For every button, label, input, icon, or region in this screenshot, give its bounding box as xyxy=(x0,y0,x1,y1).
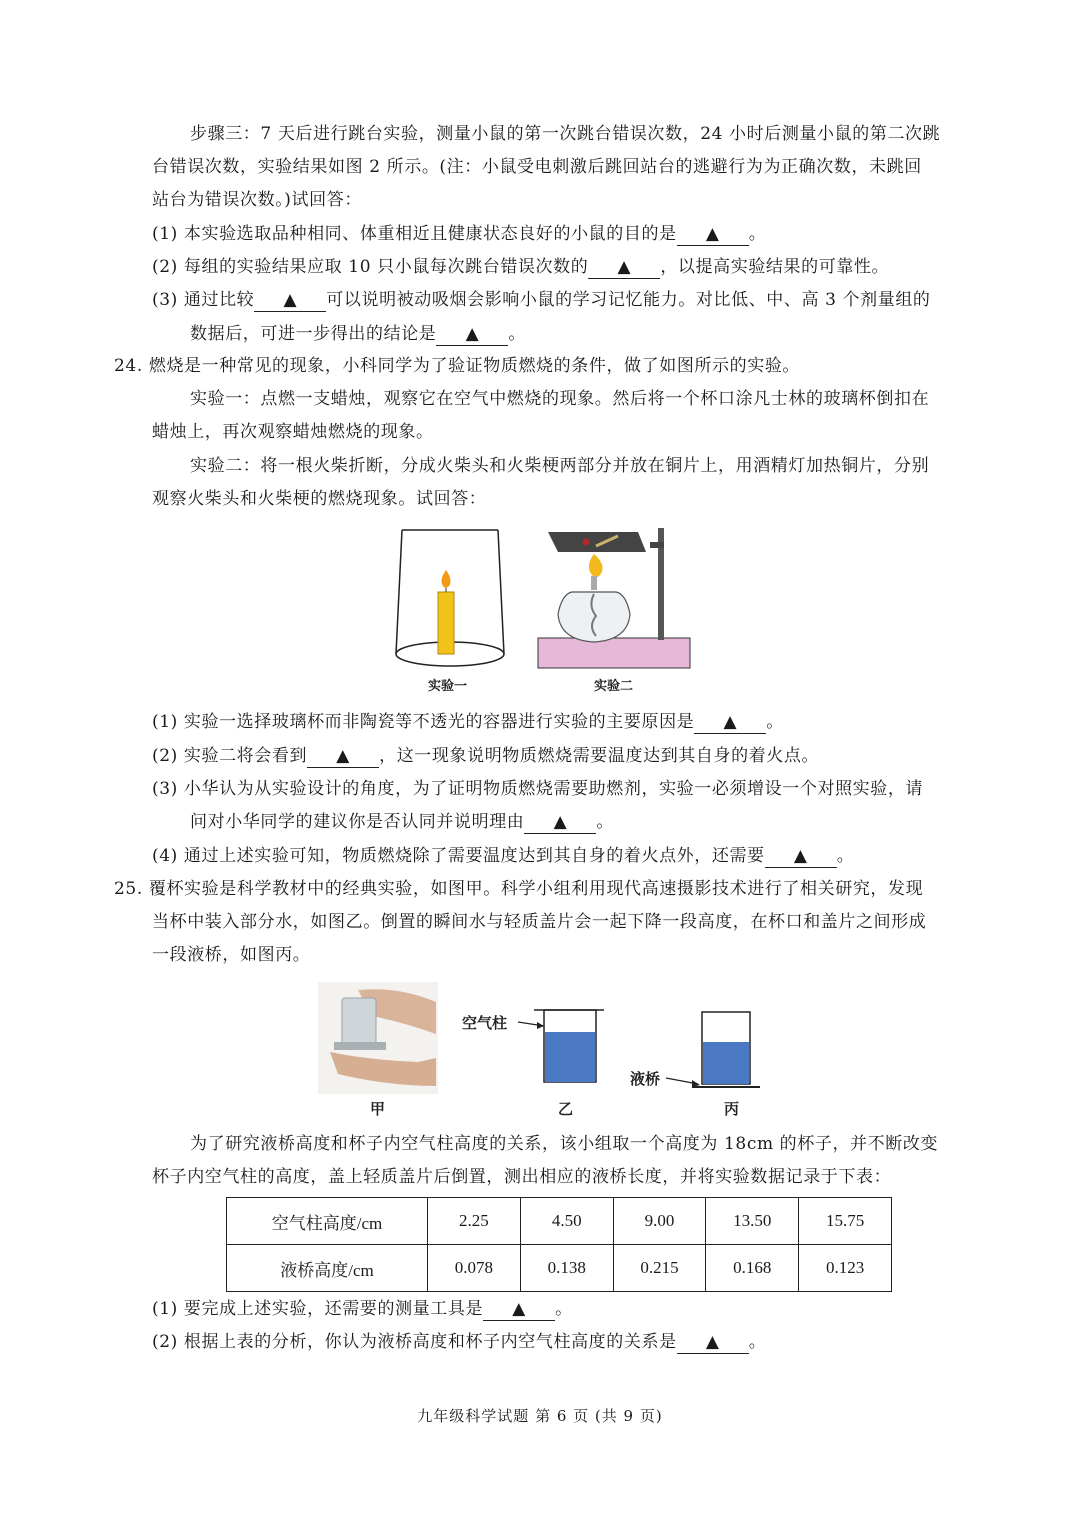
answer-blank[interactable]: ▲ xyxy=(677,223,749,246)
answer-blank[interactable]: ▲ xyxy=(694,711,766,734)
answer-blank[interactable]: ▲ xyxy=(307,745,379,768)
q25-sub1-text: (1) 要完成上述实验，还需要的测量工具是 xyxy=(152,1299,484,1319)
candle-icon xyxy=(438,570,454,654)
q25-para-line2: 杯子内空气柱的高度，盖上轻质盖片后倒置，测出相应的液桥长度，并将实验数据记录于下表： xyxy=(152,1167,892,1187)
q24-sub3-line1: (3) 小华认为从实验设计的角度，为了证明物质燃烧需要助燃剂，实验一必须增设一个对照实验，请 xyxy=(152,779,924,799)
table-cell: 2.25 xyxy=(428,1198,521,1245)
q23-sub3 xyxy=(152,284,964,317)
q24-sub2-text: (2) 实验二将会看到 xyxy=(152,746,308,766)
table-cell: 4.50 xyxy=(520,1198,613,1245)
table-cell: 0.215 xyxy=(613,1245,706,1292)
q25-sub2-end: 。 xyxy=(748,1332,767,1352)
q23-sub1 xyxy=(152,218,964,251)
caption-jia: 甲 xyxy=(370,1100,386,1118)
answer-blank[interactable]: ▲ xyxy=(765,845,837,868)
liquid-bridge-figure xyxy=(628,1008,764,1092)
answer-blank[interactable]: ▲ xyxy=(588,256,660,279)
q23-sub1-text: (1) 本实验选取品种相同、体重相近且健康状态良好的小鼠的目的是 xyxy=(152,224,677,244)
q24-sub2-end: ，这一现象说明物质燃烧需要温度达到其自身的着火点。 xyxy=(379,746,820,766)
q23-sub2-text: (2) 每组的实验结果应取 10 只小鼠每次跳台错误次数的 xyxy=(152,257,589,277)
q24-sub3-l2-text: 问对小华同学的建议你是否认同并说明理由 xyxy=(190,812,525,832)
q25-intro-line3: 一段液桥，如图丙。 xyxy=(152,945,311,965)
q25-sub2-text: (2) 根据上表的分析，你认为液桥高度和杯子内空气柱高度的关系是 xyxy=(152,1332,677,1352)
q24-exp2-line1: 实验二：将一根火柴折断，分成火柴头和火柴梗两部分并放在铜片上，用酒精灯加热铜片，分别 xyxy=(190,456,930,476)
q25-sub1 xyxy=(152,1293,964,1326)
q23-sub3-l2-end: 。 xyxy=(508,324,527,344)
alcohol-lamp-setup-icon xyxy=(538,528,690,668)
q23-sub2-end: ，以提高实验结果的可靠性。 xyxy=(660,257,890,277)
q24-sub3-line2 xyxy=(190,806,1002,839)
caption-yi: 乙 xyxy=(558,1100,574,1118)
q25-sub2 xyxy=(152,1326,964,1359)
q23-step3-line2: 台错误次数，实验结果如图 2 所示。(注：小鼠受电刺激后跳回站台的逃避行为为正确次数，未跳回 xyxy=(152,157,922,177)
page-footer: 九年级科学试题 第 6 页 (共 9 页) xyxy=(417,1407,663,1425)
data-table xyxy=(226,1197,892,1292)
liquid-bridge-label: 液桥 xyxy=(630,1070,661,1088)
q24-intro: 24. 燃烧是一种常见的现象，小科同学为了验证物质燃烧的条件，做了如图所示的实验。 xyxy=(114,356,801,376)
cup-with-air-column-figure xyxy=(460,1000,620,1090)
caption-bing: 丙 xyxy=(724,1100,740,1118)
water-fill xyxy=(545,1032,595,1082)
q24-sub1-end: 。 xyxy=(766,712,784,732)
table-cell: 15.75 xyxy=(799,1198,892,1245)
q24-exp1-line1: 实验一：点燃一支蜡烛，观察它在空气中燃烧的现象。然后将一个杯口涂凡士林的玻璃杯倒扣在 xyxy=(190,389,930,409)
q24-exp2-line2: 观察火柴头和火柴梗的燃烧现象。试回答： xyxy=(152,489,487,509)
q25-intro-line2: 当杯中装入部分水，如图乙。倒置的瞬间水与轻质盖片会一起下降一段高度，在杯口和盖片之间形成 xyxy=(152,912,927,932)
q23-sub3-mid: 可以说明被动吸烟会影响小鼠的学习记忆能力。对比低、中、高 3 个剂量组的 xyxy=(326,290,931,310)
q24-sub2 xyxy=(152,740,964,773)
q25-para-line1: 为了研究液桥高度和杯子内空气柱高度的关系，该小组取一个高度为 18cm 的杯子，并不断改变 xyxy=(190,1134,939,1154)
q24-sub1 xyxy=(152,706,964,739)
q24-sub4 xyxy=(152,840,964,873)
table-cell: 0.168 xyxy=(706,1245,799,1292)
q25-intro-line1: 25. 覆杯实验是科学教材中的经典实验，如图甲。科学小组利用现代高速摄影技术进行了相关研究，发现 xyxy=(114,879,924,899)
table-header-liquid-bridge: 液桥高度/cm xyxy=(227,1245,428,1292)
q23-sub3-l2-text: 数据后，可进一步得出的结论是 xyxy=(190,324,437,344)
fig-label-exp1: 实验一 xyxy=(428,679,468,694)
answer-blank[interactable]: ▲ xyxy=(436,323,508,346)
table-row xyxy=(227,1245,892,1292)
q24-sub4-end: 。 xyxy=(836,846,855,866)
table-cell: 0.078 xyxy=(428,1245,521,1292)
q24-sub4-text: (4) 通过上述实验可知，物质燃烧除了需要温度达到其自身的着火点外，还需要 xyxy=(152,846,765,866)
table-cell: 0.138 xyxy=(520,1245,613,1292)
q24-sub1-text: (1) 实验一选择玻璃杯而非陶瓷等不透光的容器进行实验的主要原因是 xyxy=(152,712,695,732)
q23-step3-line1: 步骤三：7 天后进行跳台实验，测量小鼠的第一次跳台错误次数，24 小时后测量小鼠的第二次跳 xyxy=(190,124,941,144)
fig-label-exp2: 实验二 xyxy=(594,679,634,694)
answer-blank[interactable]: ▲ xyxy=(483,1298,555,1321)
q23-sub1-end: 。 xyxy=(748,224,767,244)
q23-sub2 xyxy=(152,251,964,284)
q23-sub3-text: (3) 通过比较 xyxy=(152,290,255,310)
table-cell: 13.50 xyxy=(706,1198,799,1245)
q23-sub3-line2 xyxy=(190,318,1002,351)
answer-blank[interactable]: ▲ xyxy=(254,289,326,312)
answer-blank[interactable]: ▲ xyxy=(524,811,596,834)
table-cell: 9.00 xyxy=(613,1198,706,1245)
q25-sub1-end: 。 xyxy=(555,1299,573,1319)
table-header-air-column: 空气柱高度/cm xyxy=(227,1198,428,1245)
cup-inversion-photo xyxy=(318,982,438,1094)
air-column-label: 空气柱 xyxy=(462,1014,508,1032)
table-row xyxy=(227,1198,892,1245)
q24-sub3-l2-end: 。 xyxy=(596,812,615,832)
q24-exp1-line2: 蜡烛上，再次观察蜡烛燃烧的现象。 xyxy=(152,422,434,442)
q23-step3-line3: 站台为错误次数。)试回答： xyxy=(152,190,362,210)
answer-blank[interactable]: ▲ xyxy=(677,1331,749,1354)
table-cell: 0.123 xyxy=(799,1245,892,1292)
combustion-experiment-figure xyxy=(382,518,700,700)
